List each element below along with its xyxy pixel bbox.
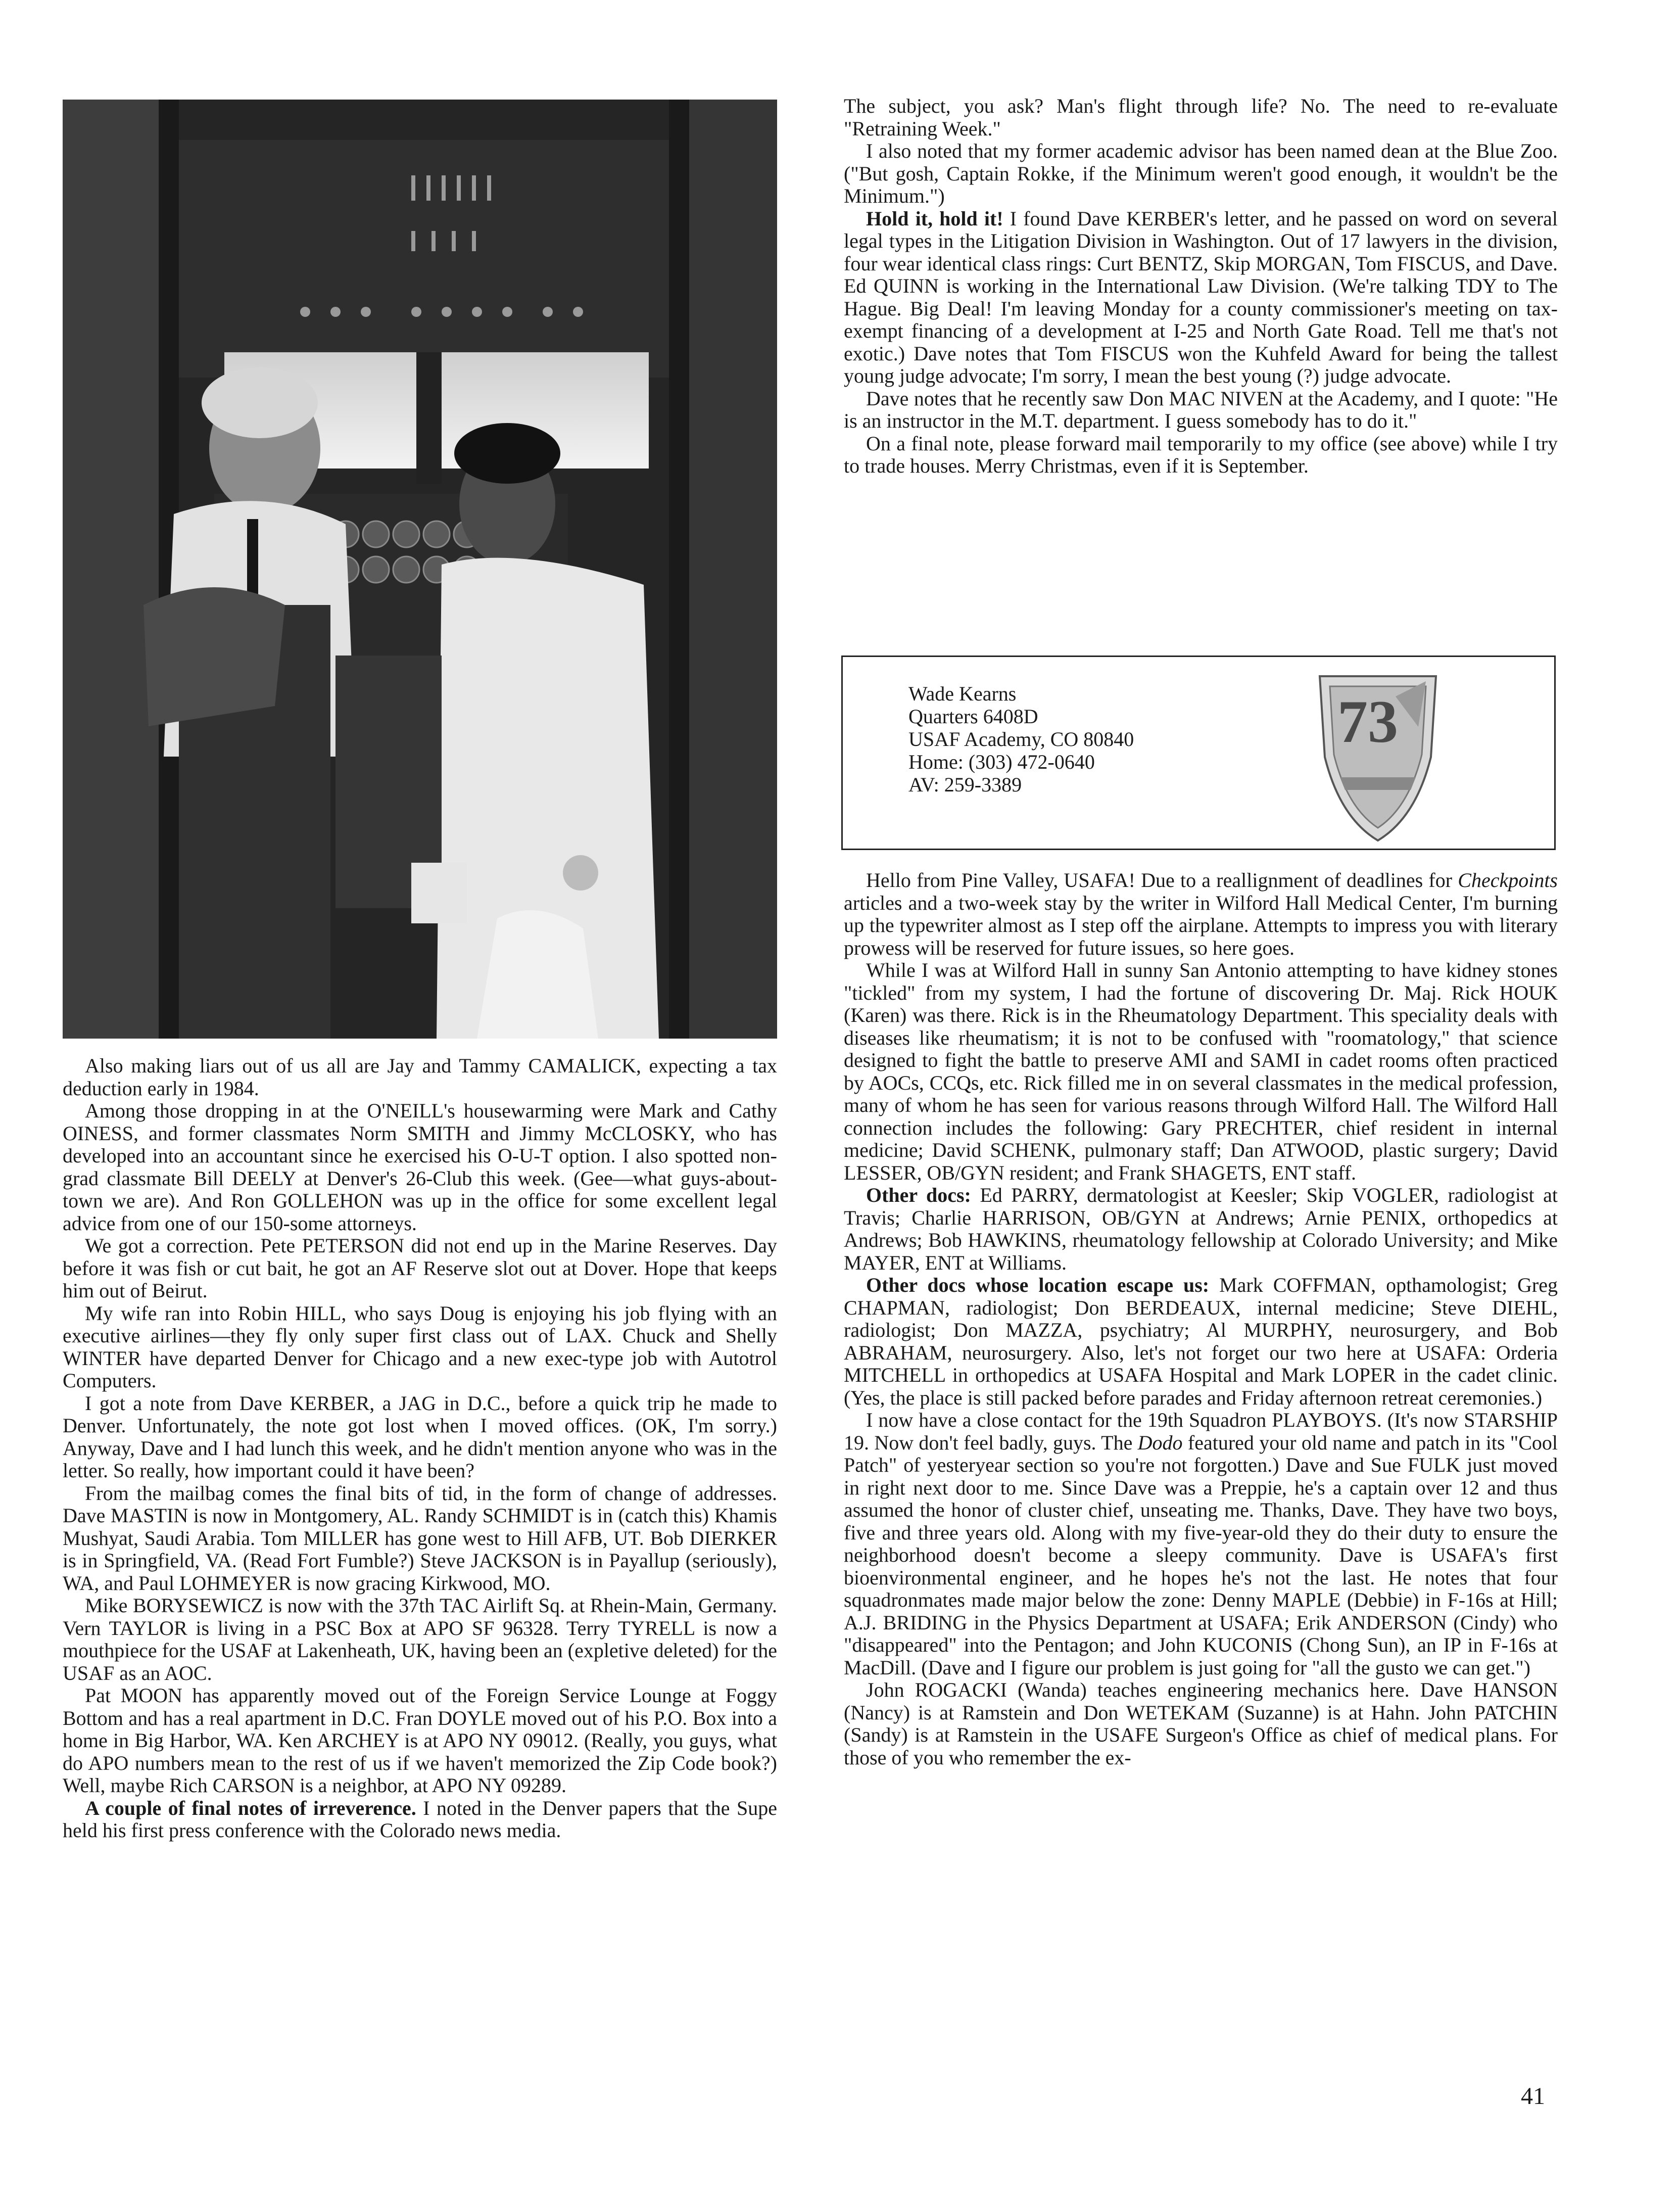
right-column-top xyxy=(844,95,1558,478)
class-crest-icon xyxy=(1310,666,1446,846)
publication-title: Dodo xyxy=(1137,1431,1183,1454)
paragraph-body: I noted in the Denver papers that the Supe held his first press conference with the Colorado news media. xyxy=(63,1796,778,1842)
paragraph-body: Ed PARRY, dermatologist at Keesler; Skip VOGLER, radiologist at Travis; Charlie HARRISON, OB/GYN at Andrews; Arnie PENIX, orthopedics at Andrews; Bob HAWKINS, rheumatology fellowship at Colorado University; and Mike MAYER, ENT at Williams. xyxy=(844,1184,1558,1274)
paragraph-lead: Other docs whose location escape us: xyxy=(866,1274,1210,1296)
correspondent-name: Wade Kearns xyxy=(908,682,1017,705)
paragraph: Among those dropping in at the O'NEILL's housewarming were Mark and Cathy OINESS, and former classmates Norm SMITH and Jimmy McCLOSKY, who has developed into an accountant since he exercised his O-U-T option. I also spotted non-grad classmate Bill DEELY at Denver's 26-Club this week. (Gee—what guys-about-town we are). And Ron GOLLEHON was up in the office for some excellent legal advice from one of our 150-some attorneys. xyxy=(63,1099,777,1235)
paragraph-lead: Other docs: xyxy=(866,1184,971,1206)
paragraph: We got a correction. Pete PETERSON did not end up in the Marine Reserves. Day before it was fish or cut bait, he got an AF Reserve slot out at Dover. Hope that keeps him out of Beirut. xyxy=(63,1234,777,1302)
paragraph: On a final note, please forward mail temporarily to my office (see above) while I try to trade houses. Merry Christmas, even if it is September. xyxy=(844,432,1558,477)
paragraph-lead: A couple of final notes of irreverence. xyxy=(85,1796,416,1819)
paragraph: Pat MOON has apparently moved out of the Foreign Service Lounge at Foggy Bottom and has a real apartment in D.C. Fran DOYLE moved out of his P.O. Box into a home in Big Harbor, WA. Ken ARCHEY is at APO NY 09012. (Really, you guys, what do APO numbers mean to the rest of us if we haven't memorized the Zip Code book?) Well, maybe Rich CARSON is a neighbor, at APO NY 09289. xyxy=(63,1684,777,1797)
paragraph xyxy=(844,1184,1558,1274)
paragraph xyxy=(844,1274,1558,1409)
paragraph: The subject, you ask? Man's flight through life? No. The need to re-evaluate "Retraining Week." xyxy=(844,95,1558,140)
paragraph: I got a note from Dave KERBER, a JAG in D.C., before a quick trip he made to Denver. Unfortunately, the note got lost when I moved offices. (OK, I'm sorry.) Anyway, Dave and I had lunch this week, and he didn't mention anyone who was in the letter. So really, how important could it have been? xyxy=(63,1391,777,1482)
crest-number: 73 xyxy=(1337,688,1398,755)
paragraph: From the mailbag comes the final bits of tid, in the form of change of addresses. Dave MASTIN is now in Montgomery, AL. Randy SCHMIDT is in (catch this) Khamis Mushyat, Saudi Arabia. Tom MILLER has gone west to Hill AFB, UT. Bob DIERKER is in Springfield, VA. (Read Fort Fumble?) Steve JACKSON is in Payallup (seriously), WA, and Paul LOHMEYER is now gracing Kirkwood, MO. xyxy=(63,1481,777,1595)
paragraph-body: Mark COFFMAN, opthamologist; Greg CHAPMAN, radiologist; Don BERDEAUX, internal medicine; Steve DIEHL, radiologist; Don MAZZA, psychiatry; Al MURPHY, neurosurgery, and Bob ABRAHAM, neurosurgery. Also, let's not forget our two here at USAFA: Orderia MITCHELL in orthopedics at USAFA Hospital and Mark LOPER in the cadet clinic. (Yes, the place is still packed before parades and Friday afternoon retreat ceremonies.) xyxy=(844,1274,1558,1409)
paragraph-body: Hello from Pine Valley, USAFA! Due to a reallignment of deadlines for xyxy=(866,869,1458,892)
correspondent-address xyxy=(908,682,1134,796)
paragraph xyxy=(63,1797,777,1842)
home-phone: Home: (303) 472-0640 xyxy=(908,751,1095,773)
paragraph-body: I found Dave KERBER's letter, and he passed on word on several legal types in the Litigation Division in Washington. Out of 17 lawyers in the division, four wear identical class rings: Curt BENTZ, Skip MORGAN, Tom FISCUS, and Dave. Ed QUINN is working in the International Law Division. (We're talking TDY to The Hague. Big Deal! I'm leaving Monday for a county commissioner's meeting on tax-exempt financing of a development at I-25 and North Gate Road. Tell me that's not exotic.) Dave notes that Tom FISCUS won the Kuhfeld Award for being the tallest young judge advocate; I'm sorry, I mean the best young (?) judge advocate. xyxy=(844,207,1558,387)
right-column-bottom xyxy=(844,869,1558,1769)
paragraph: Also making liars out of us all are Jay and Tammy CAMALICK, expecting a tax deduction early in 1984. xyxy=(63,1054,777,1100)
paragraph-lead: Hold it, hold it! xyxy=(866,207,1003,230)
address-line: Quarters 6408D xyxy=(908,705,1038,728)
paragraph: While I was at Wilford Hall in sunny San Antonio attempting to have kidney stones "tickled" from my system, I had the fortune of discovering Dr. Maj. Rick HOUK (Karen) was there. Rick is in the Rheumatology Department. This speciality deals with diseases like rheumatism; it is not to be confused with "roomatology," that science designed to fight the battle to preserve AMI and SAMI in cadet rooms often practiced by AOCs, CCQs, etc. Rick filled me in on several classmates in the medical profession, many of whom he has seen for various reasons through Wilford Hall. The Wilford Hall connection includes the following: Gary PRECHTER, chief resident in internal medicine; David SCHENK, pulmonary staff; Dan ATWOOD, plastic surgery; David LESSER, OB/GYN resident; and Frank SHAGETS, ENT staff. xyxy=(844,959,1558,1184)
paragraph xyxy=(844,1409,1558,1679)
address-line: USAF Academy, CO 80840 xyxy=(908,728,1134,751)
cockpit-photo-illustration xyxy=(63,100,777,1039)
paragraph: My wife ran into Robin HILL, who says Doug is enjoying his job flying with an executive airlines—they fly only super first class out of LAX. Chuck and Shelly WINTER have departed Denver for Chicago and a new exec-type job with Autotrol Computers. xyxy=(63,1301,777,1392)
cockpit-photo xyxy=(63,100,777,1039)
paragraph xyxy=(844,208,1558,388)
paragraph: I also noted that my former academic advisor has been named dean at the Blue Zoo. ("But gosh, Captain Rokke, if the Minimum weren't good enough, it wouldn't be the Minimum.") xyxy=(844,139,1558,207)
paragraph: Dave notes that he recently saw Don MAC NIVEN at the Academy, and I quote: "He is an instructor in the M.T. department. I guess somebody has to do it." xyxy=(844,387,1558,432)
paragraph xyxy=(844,869,1558,959)
page-number: 41 xyxy=(1521,2083,1545,2110)
av-phone: AV: 259-3389 xyxy=(908,773,1022,796)
publication-title: Checkpoints xyxy=(1458,869,1558,892)
paragraph: John ROGACKI (Wanda) teaches engineering mechanics here. Dave HANSON (Nancy) is at Ramstein and Don WETEKAM (Suzanne) is at Hahn. John PATCHIN (Sandy) is at Ramstein in the USAFE Surgeon's Office as chief of medical plans. For those of you who remember the ex- xyxy=(844,1678,1558,1769)
left-column xyxy=(63,1055,777,1842)
address-box xyxy=(841,655,1556,850)
paragraph-body: articles and a two-week stay by the writer in Wilford Hall Medical Center, I'm burning up the typewriter almost as I step off the airplane. Attempts to impress you with literary prowess will be reserved for future issues, so here goes. xyxy=(844,891,1558,959)
paragraph-body: featured your old name and patch in its "Cool Patch" of yesteryear section so you're not forgotten.) Dave and Sue FULK just moved in right next door to me. Since Dave was a Preppie, he's a captain over 12 and thus assumed the honor of cluster chief, unseating me. Thanks, Dave. They have two boys, five and three years old. Along with my five-year-old they do their duty to ensure the neighborhood doesn't become a sleepy community. Dave is USAFA's first bioenvironmental engineer, and he hopes he's not the last. He notes that four squadronmates made major below the zone: Denny MAPLE (Debbie) in F-16s at Hill; A.J. BRIDING in the Physics Department at USAFA; Erik ANDERSON (Cindy) who "disappeared" into the Pentagon; and John KUCONIS (Chong Sun), an IP in F-16s at MacDill. (Dave and I figure our problem is just going for "all the gusto we can get.") xyxy=(844,1431,1558,1679)
paragraph: Mike BORYSEWICZ is now with the 37th TAC Airlift Sq. at Rhein-Main, Germany. Vern TAYLOR is living in a PSC Box at APO SF 96328. Terry TYRELL is now a mouthpiece for the USAF at Lakenheath, UK, having been an (expletive deleted) for the USAF as an AOC. xyxy=(63,1594,777,1684)
paragraph-body: I now have a close contact for the 19th Squadron PLAYBOYS. (It's now STARSHIP 19. Now don't feel badly, guys. The xyxy=(844,1409,1558,1454)
